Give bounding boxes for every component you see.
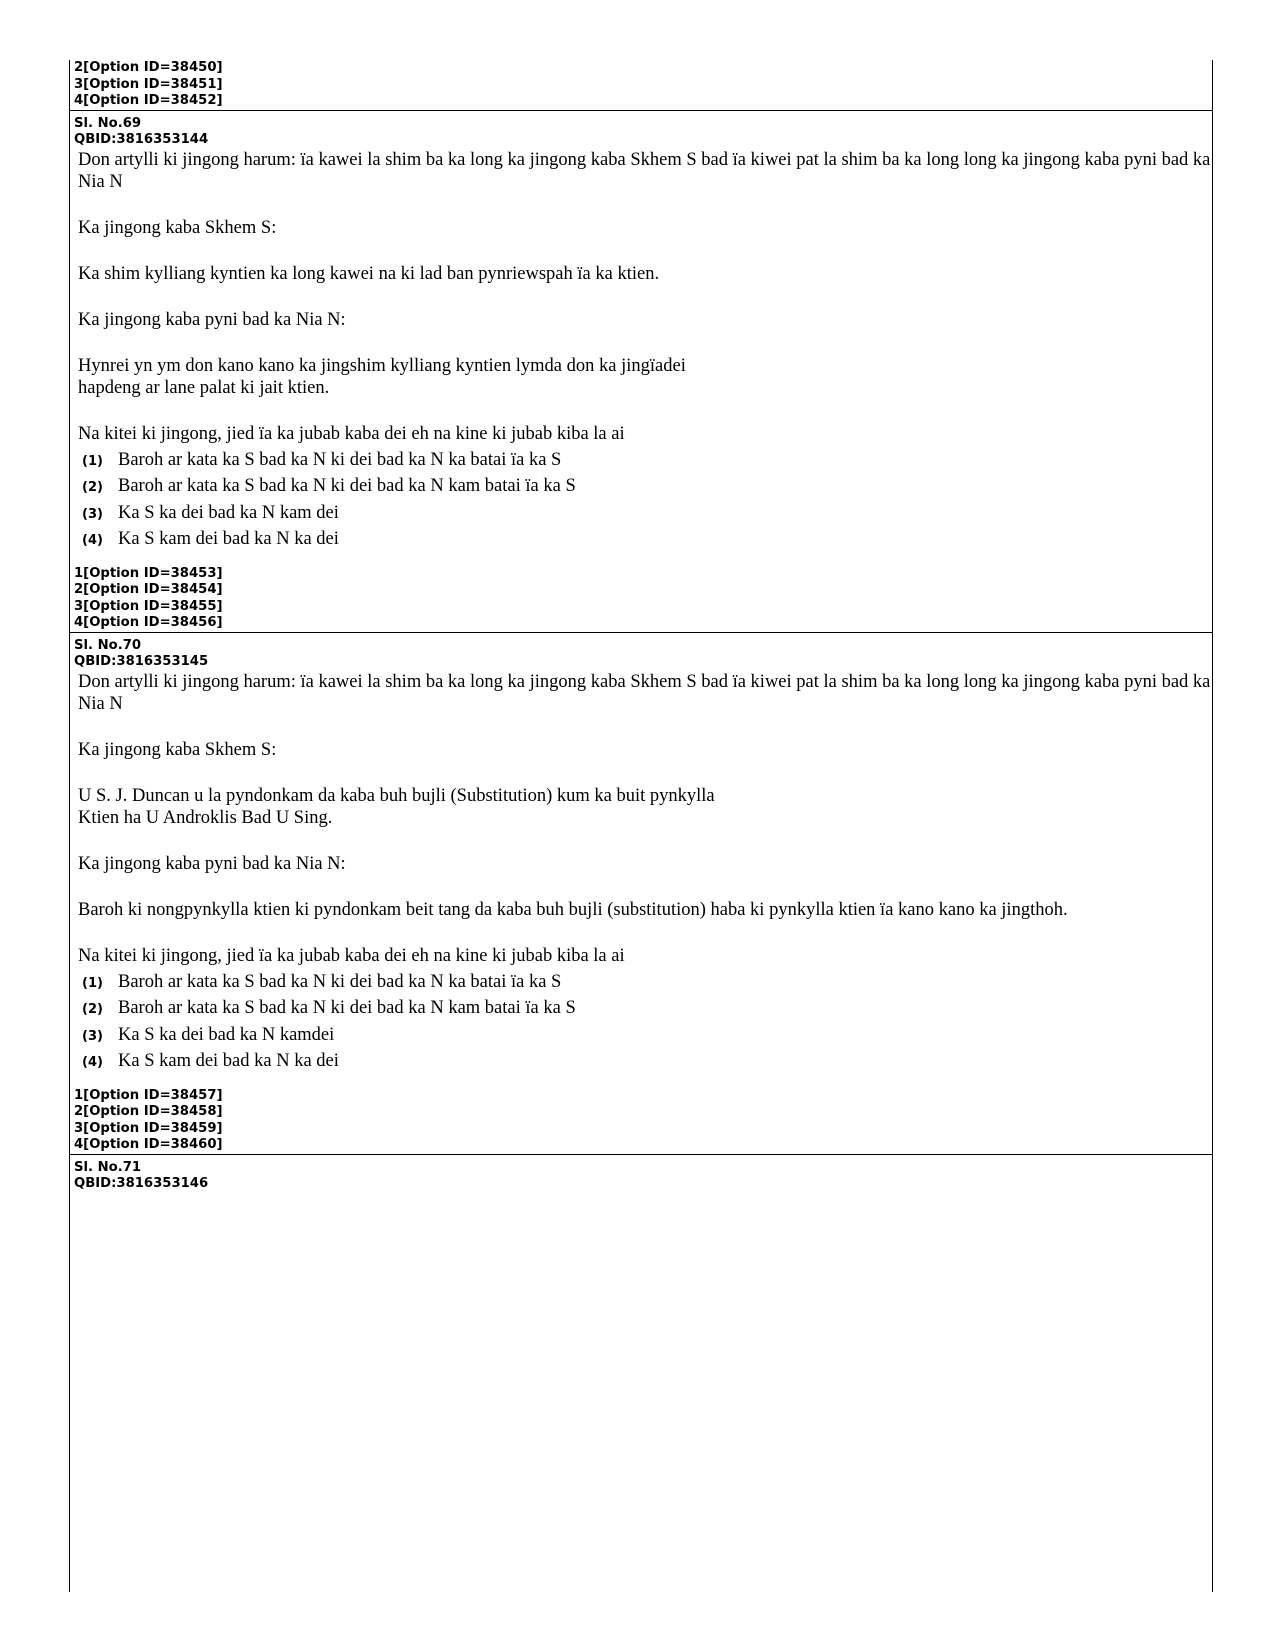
- option-ids: [74, 566, 1212, 632]
- question-text: [74, 149, 1212, 445]
- option-id-line: 4[Option ID=38456]: [74, 615, 223, 630]
- option-id-line: 3[Option ID=38459]: [74, 1120, 223, 1136]
- option-item: [74, 972, 1212, 999]
- option-text: Baroh ar kata ka S bad ka N ki dei bad ka N ka batai ïa ka S: [118, 971, 562, 992]
- option-id-line: 2[Option ID=38454]: [74, 582, 223, 597]
- option-text: Baroh ar kata ka S bad ka N ki dei bad ka N ka batai ïa ka S: [118, 449, 562, 470]
- option-item: [74, 476, 1212, 503]
- question-paragraph: Hynrei yn ym don kano kano ka jingshim kylliang kyntien lymda don ka jingïadei hapdeng ar lane palat ki jait ktien.: [78, 355, 686, 398]
- option-id-line: 2[Option ID=38458]: [74, 1104, 223, 1119]
- option-item: [74, 1051, 1212, 1078]
- options-list: [74, 972, 1212, 1078]
- option-id-line: 1[Option ID=38457]: [74, 1087, 223, 1103]
- question-text: [74, 671, 1212, 967]
- question-block-71: [70, 1154, 1212, 1193]
- question-paragraph: U S. J. Duncan u la pyndonkam da kaba buh bujli (Substitution) kum ka buit pynkylla Ktien ha U Androklis Bad U Sing.: [78, 785, 715, 828]
- option-text: Baroh ar kata ka S bad ka N ki dei bad ka N kam batai ïa ka S: [118, 998, 576, 1018]
- option-id-line: 3[Option ID=38451]: [74, 76, 223, 92]
- serial-number: Sl. No.69: [74, 115, 142, 131]
- option-number: (3): [82, 1028, 103, 1044]
- option-text: Ka S kam dei bad ka N ka dei: [118, 1051, 339, 1071]
- option-ids: [74, 1088, 1212, 1154]
- question-block-70: [70, 632, 1212, 1154]
- qbid: QBID:3816353144: [74, 132, 209, 147]
- serial-number: Sl. No.70: [74, 637, 142, 653]
- question-paragraph: Don artylli ki jingong harum: ïa kawei la shim ba ka long ka jingong kaba Skhem S bad ïa kiwei pat la shim ba ka long long ka jingong kaba pyni bad ka Nia N: [78, 671, 1211, 714]
- option-id-line: 2[Option ID=38450]: [74, 60, 223, 75]
- option-id-line: 1[Option ID=38453]: [74, 565, 223, 581]
- serial-number: Sl. No.71: [74, 1159, 142, 1175]
- option-number: (2): [82, 480, 103, 495]
- question-paragraph: Ka shim kylliang kyntien ka long kawei na ki lad ban pynriewspah ïa ka ktien.: [78, 263, 660, 284]
- option-item: [74, 450, 1212, 477]
- option-item: [74, 503, 1212, 530]
- option-number: (2): [82, 1002, 103, 1017]
- option-text: Ka S ka dei bad ka N kam dei: [118, 502, 339, 523]
- question-paragraph: Ka jingong kaba Skhem S:: [78, 217, 277, 238]
- option-number: (4): [82, 1055, 103, 1070]
- option-number: (4): [82, 533, 103, 548]
- question-paragraph: Don artylli ki jingong harum: ïa kawei la shim ba ka long ka jingong kaba Skhem S bad ïa kiwei pat la shim ba ka long long ka jingong kaba pyni bad ka Nia N: [78, 149, 1211, 192]
- question-paragraph: Baroh ki nongpynkylla ktien ki pyndonkam beit tang da kaba buh bujli (substitution) haba ki pynkylla ktien ïa kano kano ka jingthoh.: [78, 899, 1068, 920]
- option-item: [74, 998, 1212, 1025]
- question-block-69: [70, 110, 1212, 632]
- qbid: QBID:3816353146: [74, 1176, 209, 1191]
- question-instruction: Na kitei ki jingong, jied ïa ka jubab kaba dei eh na kine ki jubab kiba la ai: [78, 423, 625, 444]
- question-paragraph: Ka jingong kaba pyni bad ka Nia N:: [78, 309, 346, 330]
- qbid: QBID:3816353145: [74, 654, 209, 669]
- option-id-line: 4[Option ID=38452]: [74, 93, 223, 108]
- options-list: [74, 450, 1212, 556]
- option-item: [74, 1025, 1212, 1052]
- option-id-line: 4[Option ID=38460]: [74, 1137, 223, 1152]
- option-number: (1): [82, 453, 103, 469]
- option-text: Baroh ar kata ka S bad ka N ki dei bad ka N kam batai ïa ka S: [118, 476, 576, 496]
- option-text: Ka S ka dei bad ka N kamdei: [118, 1024, 335, 1045]
- question-paper-frame: [69, 60, 1213, 1592]
- option-text: Ka S kam dei bad ka N ka dei: [118, 529, 339, 549]
- option-id-line: 3[Option ID=38455]: [74, 598, 223, 614]
- option-item: [74, 529, 1212, 556]
- option-number: (1): [82, 975, 103, 991]
- question-paragraph: Ka jingong kaba Skhem S:: [78, 739, 277, 760]
- option-number: (3): [82, 506, 103, 522]
- question-instruction: Na kitei ki jingong, jied ïa ka jubab kaba dei eh na kine ki jubab kiba la ai: [78, 945, 625, 966]
- question-paragraph: Ka jingong kaba pyni bad ka Nia N:: [78, 853, 346, 874]
- previous-question-option-ids: [70, 60, 1212, 110]
